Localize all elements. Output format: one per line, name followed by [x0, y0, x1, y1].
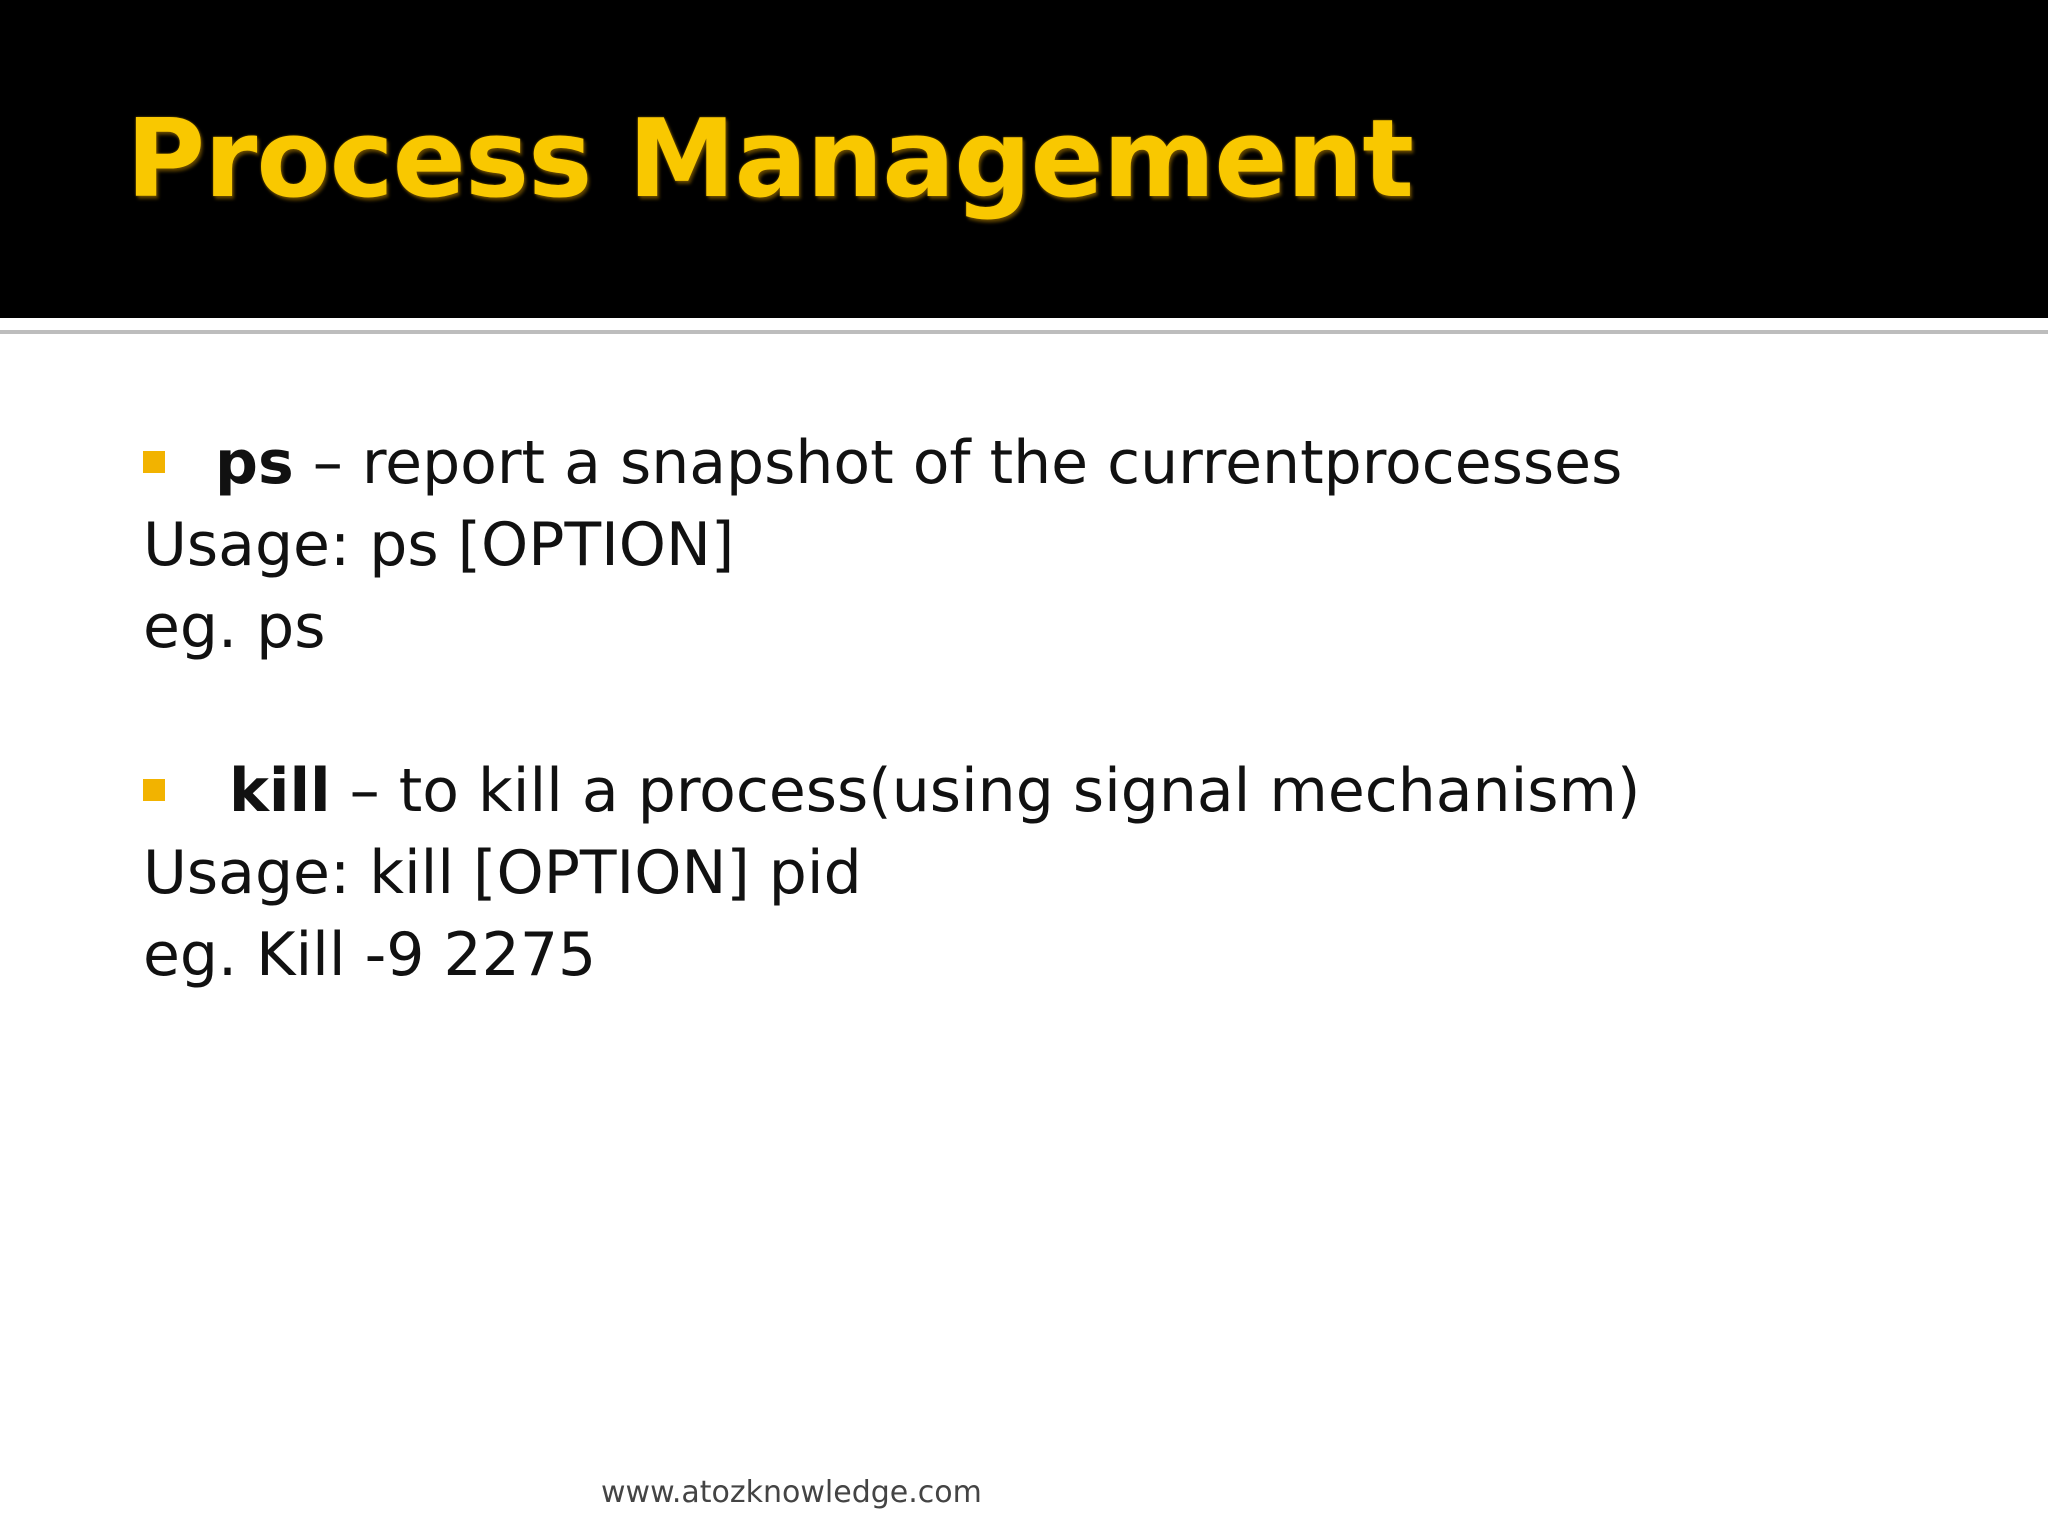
ps-command-description: – report a snapshot of the currentprocesses: [293, 428, 1623, 498]
kill-usage-line: Usage: kill [OPTION] pid: [143, 838, 862, 908]
square-bullet-icon: [143, 451, 165, 473]
ps-command-name: ps: [215, 428, 294, 498]
kill-command-name: kill: [229, 756, 331, 826]
square-bullet-icon: [143, 779, 165, 801]
kill-command-block: [143, 750, 1903, 996]
kill-command-description: – to kill a process(using signal mechanism): [330, 756, 1641, 826]
slide-title: Process Management: [126, 97, 1414, 222]
slide-content: [143, 422, 1903, 996]
kill-example-line: eg. Kill -9 2275: [143, 920, 597, 990]
title-divider: [0, 330, 2048, 334]
kill-bullet-line: [143, 750, 1903, 832]
ps-bullet-line: [143, 422, 1903, 504]
title-bar: [0, 0, 2048, 318]
ps-usage-line: Usage: ps [OPTION]: [143, 510, 735, 580]
footer-website: www.atozknowledge.com: [601, 1475, 982, 1510]
ps-example-line: eg. ps: [143, 592, 326, 662]
ps-command-block: [143, 422, 1903, 668]
